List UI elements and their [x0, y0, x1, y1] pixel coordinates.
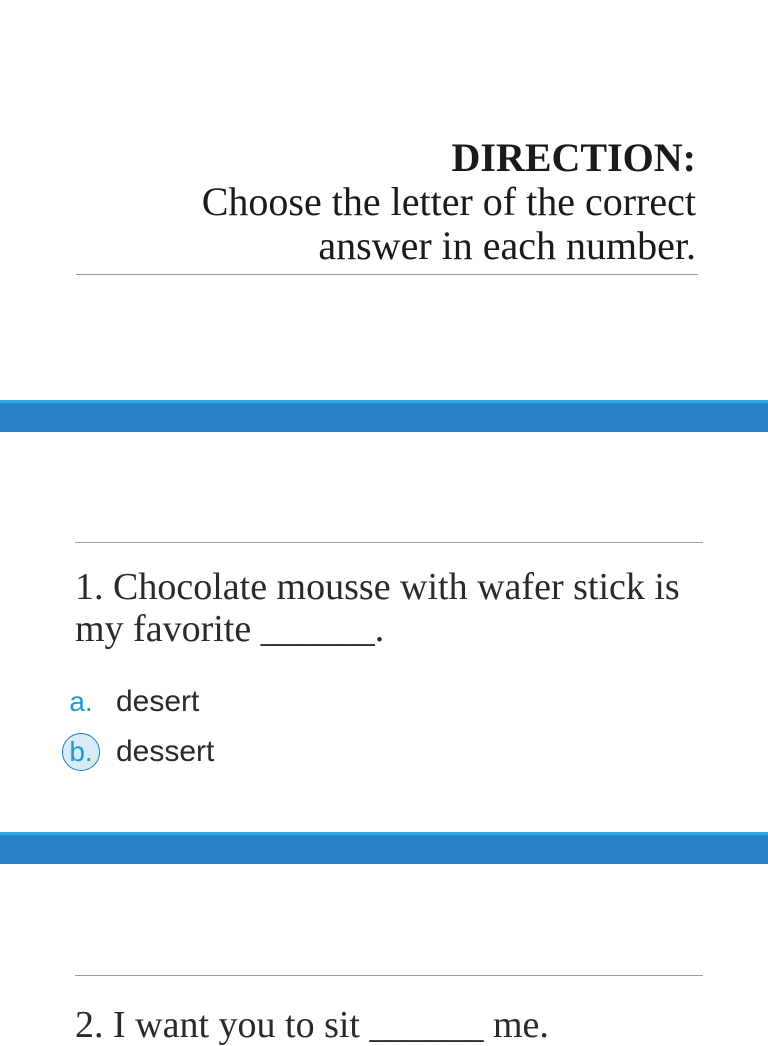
option-a[interactable] [62, 682, 199, 722]
option-b-letter-circled: b. [62, 733, 100, 771]
direction-line-2: answer in each number. [318, 223, 696, 268]
option-b-text: dessert [116, 735, 215, 768]
option-a-letter: a. [69, 686, 93, 717]
option-b[interactable] [62, 732, 214, 772]
divider-line [75, 542, 703, 543]
question-1-text: 1. Chocolate mousse with wafer stick is my favorite ______. [75, 566, 680, 650]
option-a-text: desert [116, 685, 200, 718]
direction-heading: DIRECTION: [451, 135, 696, 180]
direction-line-1: Choose the letter of the correct [201, 179, 696, 224]
divider-line [75, 975, 703, 976]
question-2-text: 2. I want you to sit ______ me. [75, 1004, 549, 1046]
divider-line [76, 274, 698, 275]
direction-block [76, 136, 696, 268]
slide-separator-band [0, 832, 768, 864]
slide-separator-band [0, 400, 768, 432]
